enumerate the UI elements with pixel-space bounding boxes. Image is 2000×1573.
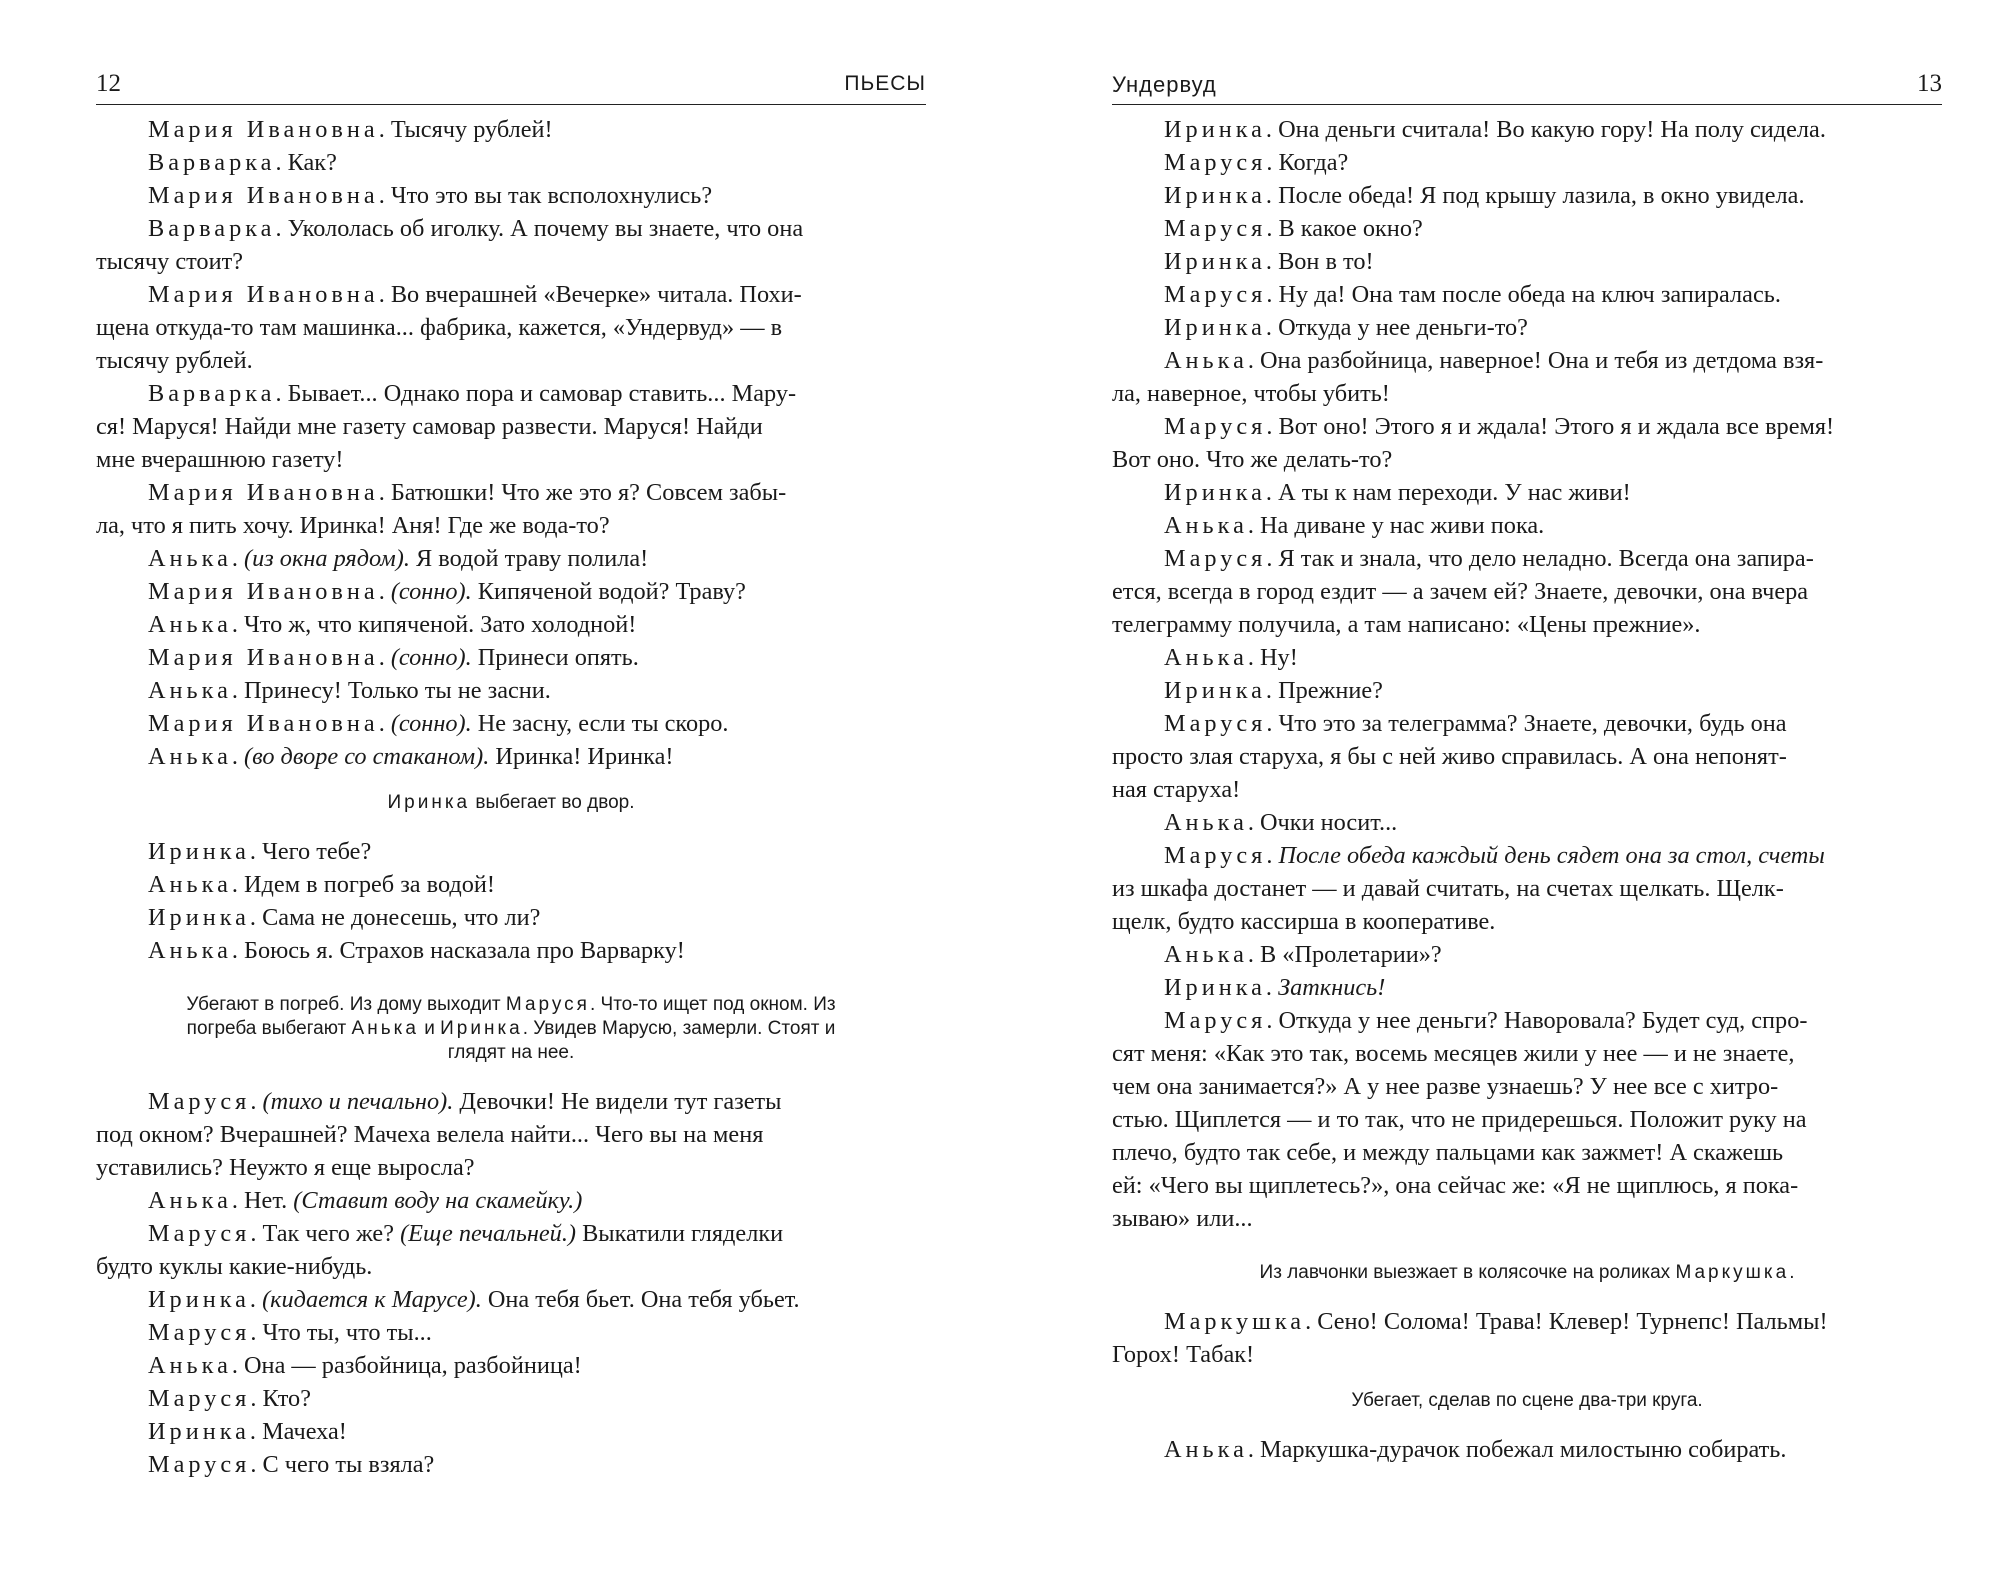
dialogue-line: Анька. (во дворе со стаканом). Иринка! Иринка! (148, 743, 674, 770)
speaker-name: Анька (148, 611, 232, 638)
speaker-name: Иринка (148, 904, 250, 931)
dialogue-text: Она тебя бьет. Она тебя убьет. (487, 1286, 800, 1313)
dialogue-line: Мария Ивановна. Во вчерашней «Вечерке» читала. Похи- (148, 281, 802, 308)
stage-remark: (сонно). (390, 644, 472, 671)
speaker-name: Маруся (148, 1088, 251, 1115)
dialogue-text: Принесу! Только ты не засни. (244, 677, 551, 704)
dialogue-text: В «Пролетарии»? (1260, 941, 1442, 968)
speaker-name: Маруся (1164, 215, 1267, 242)
speaker-name: Маруся (148, 1220, 251, 1247)
dialogue-text: После обеда! Я под крышу лазила, в окно увидела. (1278, 182, 1805, 209)
right-page (1112, 60, 1942, 1466)
speaker-name: Маруся (148, 1385, 251, 1412)
dialogue-line: ей: «Чего вы щиплетесь?», она сейчас же: «Я не щиплюсь, я пока- (1112, 1172, 1799, 1199)
dialogue-line: Маруся. Откуда у нее деньги? Наворовала? Будет суд, спро- (1164, 1007, 1808, 1034)
dialogue-line: тысячу рублей. (96, 347, 253, 374)
dialogue-text: Сама не донесешь, что ли? (262, 904, 541, 931)
speaker-name: Иринка (148, 1418, 250, 1445)
speaker-name: Иринка (1164, 677, 1266, 704)
dialogue-line: Иринка. Заткнись! (1164, 974, 1386, 1001)
character-name: Иринка (440, 1018, 523, 1039)
dialogue-line: Анька. Она — разбойница, разбойница! (148, 1352, 582, 1379)
dialogue-line: просто злая старуха, я бы с ней живо справилась. А она непонят- (1112, 743, 1787, 770)
stage-text: Из лавчонки выезжает в колясочке на роликах (1259, 1262, 1671, 1283)
speaker-name: Анька (1164, 809, 1248, 836)
dialogue-text: Нет. (244, 1187, 288, 1214)
dialogue-text: Ну! (1260, 644, 1298, 671)
dialogue-block (1112, 1433, 1942, 1466)
speaker-name: Мария Ивановна (148, 578, 379, 605)
dialogue-line: Иринка. А ты к нам переходи. У нас живи! (1164, 479, 1631, 506)
speaker-name: Анька (148, 1352, 232, 1379)
right-page-body (1112, 105, 1942, 1466)
stage-direction (1112, 1389, 1942, 1413)
dialogue-block (1112, 1305, 1942, 1371)
speaker-name: Маруся (1164, 149, 1267, 176)
dialogue-line: Иринка. После обеда! Я под крышу лазила, в окно увидела. (1164, 182, 1805, 209)
dialogue-text: Как? (287, 149, 337, 176)
speaker-name: Анька (148, 545, 232, 572)
dialogue-line: Маруся. Так чего же? (Еще печальней.) Выкатили гляделки (148, 1220, 784, 1247)
stage-remark: (тихо и печально). (262, 1088, 454, 1115)
speaker-name: Маруся (148, 1319, 251, 1346)
dialogue-text: Я водой траву полила! (415, 545, 649, 572)
speaker-name: Мария Ивановна (148, 182, 379, 209)
speaker-name: Маруся (1164, 710, 1267, 737)
speaker-name: Иринка (1164, 974, 1266, 1001)
stage-remark: (из окна рядом). (244, 545, 410, 572)
stage-remark: (Еще печальней.) (400, 1220, 576, 1247)
speaker-name: Анька (148, 743, 232, 770)
stage-direction (1112, 1261, 1942, 1285)
dialogue-line: Маруся. Кто? (148, 1385, 311, 1412)
dialogue-line: Горох! Табак! (1112, 1341, 1255, 1368)
dialogue-block (96, 1085, 926, 1481)
dialogue-line: Маруся. Вот оно! Этого я и ждала! Этого я и ждала все время! (1164, 413, 1835, 440)
speaker-name: Иринка (148, 838, 250, 865)
dialogue-line: Анька. Идем в погреб за водой! (148, 871, 496, 898)
dialogue-text: Кто? (262, 1385, 311, 1412)
dialogue-text: Заткнись! (1278, 974, 1386, 1001)
dialogue-line: Маруся. Когда? (1164, 149, 1349, 176)
dialogue-line: Анька. На диване у нас живи пока. (1164, 512, 1545, 539)
speaker-name: Анька (1164, 644, 1248, 671)
speaker-name: Анька (1164, 941, 1248, 968)
stage-remark: (сонно). (390, 578, 472, 605)
dialogue-text: Выкатили гляделки (582, 1220, 784, 1247)
speaker-name: Иринка (1164, 116, 1266, 143)
speaker-name: Анька (1164, 1436, 1248, 1463)
dialogue-block (96, 113, 926, 773)
dialogue-line: зываю» или... (1112, 1205, 1253, 1232)
dialogue-line: Иринка. Сама не донесешь, что ли? (148, 904, 541, 931)
dialogue-line: Мария Ивановна. Тысячу рублей! (148, 116, 553, 143)
speaker-name: Иринка (1164, 248, 1266, 275)
stage-text: и (424, 1018, 435, 1039)
dialogue-text: Ну да! Она там после обеда на ключ запиралась. (1278, 281, 1781, 308)
speaker-name: Мария Ивановна (148, 644, 379, 671)
dialogue-line: Маруся. После обеда каждый день сядет она за стол, счеты (1164, 842, 1825, 869)
dialogue-text: Иринка! Иринка! (495, 743, 674, 770)
dialogue-line: Иринка. Прежние? (1164, 677, 1383, 704)
dialogue-text: Не засну, если ты скоро. (477, 710, 729, 737)
dialogue-text: Так чего же? (262, 1220, 395, 1247)
speaker-name: Маркушка (1164, 1308, 1306, 1335)
speaker-name: Мария Ивановна (148, 710, 379, 737)
dialogue-text: На диване у нас живи пока. (1260, 512, 1545, 539)
speaker-name: Анька (148, 871, 232, 898)
dialogue-line: плечо, будто так себе, и между пальцами как зажмет! А скажешь (1112, 1139, 1784, 1166)
dialogue-block (96, 835, 926, 967)
dialogue-line: Иринка. Чего тебе? (148, 838, 372, 865)
dialogue-text: Я так и знала, что дело неладно. Всегда она запира- (1278, 545, 1814, 572)
dialogue-block (1112, 113, 1942, 1235)
running-title: ПЬЕСЫ (844, 72, 926, 95)
stage-remark: (во дворе со стаканом). (244, 743, 490, 770)
dialogue-line: Маруся. Что это за телеграмма? Знаете, девочки, будь она (1164, 710, 1787, 737)
page-number: 12 (96, 70, 121, 97)
dialogue-text: Что это за телеграмма? Знаете, девочки, будь она (1278, 710, 1787, 737)
dialogue-line: Анька. Боюсь я. Страхов насказала про Варварку! (148, 937, 685, 964)
character-name: Маркушка (1675, 1262, 1790, 1283)
page-number: 13 (1917, 70, 1942, 97)
speaker-name: Иринка (1164, 182, 1266, 209)
dialogue-line: Маруся. Что ты, что ты... (148, 1319, 432, 1346)
dialogue-line: Варварка. Как? (148, 149, 337, 176)
dialogue-text: Очки носит... (1260, 809, 1398, 836)
dialogue-line: щелк, будто кассирша в кооперативе. (1112, 908, 1496, 935)
character-name: Иринка (387, 792, 471, 813)
dialogue-line: щена откуда-то там машинка... фабрика, кажется, «Ундервуд» — в (96, 314, 783, 341)
stage-text: выбегает во двор. (475, 792, 635, 813)
dialogue-line: Маруся. С чего ты взяла? (148, 1451, 435, 1478)
speaker-name: Варварка (148, 380, 276, 407)
stage-line: глядят на нее. (447, 1042, 575, 1063)
dialogue-text: А ты к нам переходи. У нас живи! (1278, 479, 1631, 506)
dialogue-line: Иринка. Она деньги считала! Во какую гору! На полу сидела. (1164, 116, 1826, 143)
dialogue-line: Мария Ивановна. (сонно). Принеси опять. (148, 644, 639, 671)
dialogue-line: будто куклы какие-нибудь. (96, 1253, 373, 1280)
dialogue-line: Мария Ивановна. Что это вы так всполохнулись? (148, 182, 713, 209)
dialogue-text: Укололась об иголку. А почему вы знаете, что она (287, 215, 804, 242)
dialogue-line: мне вчерашнюю газету! (96, 446, 344, 473)
dialogue-text: Она — разбойница, разбойница! (244, 1352, 582, 1379)
dialogue-text: Вон в то! (1278, 248, 1374, 275)
dialogue-text: С чего ты взяла? (262, 1451, 435, 1478)
dialogue-text: Откуда у нее деньги? Наворовала? Будет суд, спро- (1278, 1007, 1808, 1034)
dialogue-text: Прежние? (1278, 677, 1383, 704)
stage-direction (96, 791, 926, 815)
dialogue-text: Она разбойница, наверное! Она и тебя из детдома взя- (1260, 347, 1824, 374)
dialogue-line: чем она занимается?» А у нее разве узнаешь? У нее все с хитро- (1112, 1073, 1779, 1100)
dialogue-line: Анька. Маркушка-дурачок побежал милостыню собирать. (1164, 1436, 1787, 1463)
dialogue-line: Анька. Нет. (Ставит воду на скамейку.) (148, 1187, 583, 1214)
dialogue-text: Идем в погреб за водой! (244, 871, 496, 898)
dialogue-text: Когда? (1278, 149, 1349, 176)
dialogue-line: Иринка. Вон в то! (1164, 248, 1374, 275)
dialogue-text: Сено! Солома! Трава! Клевер! Турнепс! Пальмы! (1317, 1308, 1828, 1335)
dialogue-line: Анька. Ну! (1164, 644, 1298, 671)
character-name: Анька (351, 1018, 419, 1039)
dialogue-text: Батюшки! Что же это я? Совсем забы- (390, 479, 787, 506)
speaker-name: Маруся (1164, 1007, 1267, 1034)
speaker-name: Анька (148, 677, 232, 704)
speaker-name: Иринка (148, 1286, 250, 1313)
speaker-name: Маруся (1164, 413, 1267, 440)
dialogue-line: Мария Ивановна. (сонно). Не засну, если ты скоро. (148, 710, 729, 737)
running-title: Ундервуд (1112, 72, 1217, 97)
stage-text: Убегают в погреб. Из дому выходит (186, 994, 501, 1015)
dialogue-line: Маруся. Я так и знала, что дело неладно. Всегда она запира- (1164, 545, 1814, 572)
dialogue-line: Вот оно. Что же делать-то? (1112, 446, 1393, 473)
dialogue-line: Маруся. В какое окно? (1164, 215, 1423, 242)
dialogue-line: Маркушка. Сено! Солома! Трава! Клевер! Турнепс! Пальмы! (1164, 1308, 1828, 1335)
dialogue-text: Что это вы так всполохнулись? (390, 182, 713, 209)
dialogue-line: Варварка. Бывает... Однако пора и самовар ставить... Мару- (148, 380, 797, 407)
dialogue-text: Тысячу рублей! (390, 116, 553, 143)
dialogue-text: Маркушка-дурачок побежал милостыню собирать. (1260, 1436, 1787, 1463)
dialogue-line: ла, что я пить хочу. Иринка! Аня! Где же вода-то? (96, 512, 610, 539)
dialogue-line: стью. Щиплется — и то так, что не придерешься. Положит руку на (1112, 1106, 1807, 1133)
speaker-name: Иринка (1164, 479, 1266, 506)
stage-text: . (1789, 1262, 1795, 1283)
stage-remark: (кидается к Марусе). (262, 1286, 482, 1313)
stage-line (96, 993, 926, 1017)
dialogue-line: Мария Ивановна. Батюшки! Что же это я? Совсем забы- (148, 479, 787, 506)
dialogue-line: Иринка. Откуда у нее деньги-то? (1164, 314, 1528, 341)
speaker-name: Варварка (148, 215, 276, 242)
dialogue-text: Чего тебе? (262, 838, 372, 865)
speaker-name: Анька (148, 937, 232, 964)
dialogue-text: Вот оно! Этого я и ждала! Этого я и ждала все время! (1278, 413, 1835, 440)
dialogue-line: тысячу стоит? (96, 248, 243, 275)
speaker-name: Мария Ивановна (148, 116, 379, 143)
dialogue-text: Что ты, что ты... (262, 1319, 432, 1346)
speaker-name: Анька (1164, 512, 1248, 539)
stage-text: Убегает, сделав по сцене два-три круга. (1351, 1390, 1703, 1411)
dialogue-line: Анька. В «Пролетарии»? (1164, 941, 1442, 968)
dialogue-text: Откуда у нее деньги-то? (1278, 314, 1528, 341)
dialogue-line: ная старуха! (1112, 776, 1241, 803)
dialogue-line: ся! Маруся! Найди мне газету самовар развести. Маруся! Найди (96, 413, 763, 440)
stage-text: погреба выбегают (186, 1018, 347, 1039)
dialogue-line: сят меня: «Как это так, восемь месяцев жили у нее — и не знаете, (1112, 1040, 1795, 1067)
dialogue-text: После обеда каждый день сядет она за стол, счеты (1278, 842, 1825, 869)
stage-direction (96, 993, 926, 1065)
dialogue-line: ла, наверное, чтобы убить! (1112, 380, 1390, 407)
dialogue-line: из шкафа достанет — и давай считать, на счетах щелкать. Щелк- (1112, 875, 1784, 902)
dialogue-text: Во вчерашней «Вечерке» читала. Похи- (390, 281, 802, 308)
dialogue-text: В какое окно? (1278, 215, 1423, 242)
speaker-name: Анька (148, 1187, 232, 1214)
speaker-name: Анька (1164, 347, 1248, 374)
dialogue-line: Анька. Что ж, что кипяченой. Зато холодной! (148, 611, 637, 638)
speaker-name: Мария Ивановна (148, 281, 379, 308)
dialogue-line: Анька. (из окна рядом). Я водой траву полила! (148, 545, 649, 572)
left-page-body (96, 105, 926, 1481)
dialogue-text: Девочки! Не видели тут газеты (459, 1088, 782, 1115)
dialogue-line: Варварка. Укололась об иголку. А почему вы знаете, что она (148, 215, 804, 242)
dialogue-text: Кипяченой водой? Траву? (477, 578, 746, 605)
stage-line (96, 1017, 926, 1041)
dialogue-text: Что ж, что кипяченой. Зато холодной! (244, 611, 637, 638)
speaker-name: Маруся (148, 1451, 251, 1478)
left-page-header (96, 60, 926, 105)
dialogue-line: телеграмму получила, а там написано: «Цены прежние». (1112, 611, 1701, 638)
right-page-header (1112, 60, 1942, 105)
character-name: Маруся (505, 994, 590, 1015)
dialogue-line: Анька. Принесу! Только ты не засни. (148, 677, 551, 704)
dialogue-line: Иринка. (кидается к Марусе). Она тебя бьет. Она тебя убьет. (148, 1286, 800, 1313)
dialogue-line: Иринка. Мачеха! (148, 1418, 347, 1445)
dialogue-line: Маруся. (тихо и печально). Девочки! Не видели тут газеты (148, 1088, 782, 1115)
speaker-name: Мария Ивановна (148, 479, 379, 506)
dialogue-text: Принеси опять. (477, 644, 639, 671)
dialogue-line: уставились? Неужто я еще выросла? (96, 1154, 475, 1181)
stage-remark: (сонно). (390, 710, 472, 737)
dialogue-line: под окном? Вчерашней? Мачеха велела найти... Чего вы на меня (96, 1121, 764, 1148)
dialogue-text: Мачеха! (262, 1418, 347, 1445)
dialogue-line: Анька. Очки носит... (1164, 809, 1398, 836)
speaker-name: Маруся (1164, 842, 1267, 869)
dialogue-line: Маруся. Ну да! Она там после обеда на ключ запиралась. (1164, 281, 1781, 308)
dialogue-line: ется, всегда в город ездит — а зачем ей? Знаете, девочки, она вчера (1112, 578, 1809, 605)
speaker-name: Маруся (1164, 281, 1267, 308)
dialogue-text: Бывает... Однако пора и самовар ставить... Мару- (287, 380, 797, 407)
speaker-name: Варварка (148, 149, 276, 176)
speaker-name: Иринка (1164, 314, 1266, 341)
speaker-name: Маруся (1164, 545, 1267, 572)
dialogue-text: Боюсь я. Страхов насказала про Варварку! (244, 937, 685, 964)
stage-text: . Что-то ищет под окном. Из (589, 994, 836, 1015)
dialogue-line: Анька. Она разбойница, наверное! Она и тебя из детдома взя- (1164, 347, 1824, 374)
stage-text: . Увидев Марусю, замерли. Стоят и (522, 1018, 836, 1039)
dialogue-text: Она деньги считала! Во какую гору! На полу сидела. (1278, 116, 1826, 143)
dialogue-line: Мария Ивановна. (сонно). Кипяченой водой? Траву? (148, 578, 746, 605)
stage-remark: (Ставит воду на скамейку.) (293, 1187, 583, 1214)
left-page (96, 60, 926, 1481)
